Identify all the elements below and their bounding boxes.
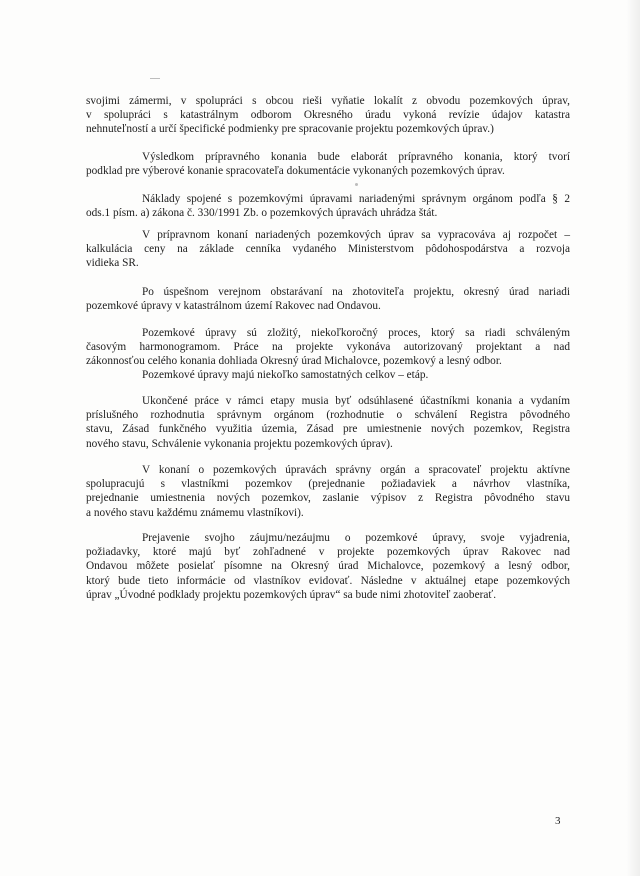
text-line: Náklady spojené s pozemkovými úpravami nariadenými správnym orgánom podľa § 2	[142, 193, 570, 205]
paragraph-budget	[86, 228, 570, 271]
text-line: prejednanie umiestnenia nových pozemkov, zaslanie výpisov z Registra pôvodného stavu	[86, 492, 570, 505]
paragraph-costs	[86, 192, 570, 220]
scan-speck	[355, 183, 358, 186]
paragraph-cooperation	[86, 463, 570, 520]
text-line: v spolupráci s katastrálnym odborom Okresného úradu vykoná revízie údajov katastra	[86, 109, 570, 122]
scan-speck	[150, 78, 160, 79]
text-line: Prejavenie svojho záujmu/nezáujmu o pozemkové úpravy, svoje vyjadrenia,	[142, 532, 570, 544]
paragraph-approval	[86, 394, 570, 451]
text-line: Ukončené práce v rámci etapy musia byť odsúhlasené účastníkmi konania a vydaním	[142, 395, 570, 407]
text-line: zákonnosťou celého konania dohliada Okresný úrad Michalovce, pozemkový a lesný odbor.	[86, 355, 502, 368]
text-line: spolupracujú s vlastníkmi pozemkov (prejednanie požiadaviek a návrhov vlastníka,	[86, 478, 570, 491]
text-line: Po úspešnom verejnom obstarávaní na zhotoviteľa projektu, okresný úrad nariadi	[142, 286, 570, 298]
text-line: Ondavou môžete posielať písomne na Okresný úrad Michalovce, pozemkový a lesný odbor,	[86, 560, 570, 573]
text-line: a nového stavu každému známemu vlastníkovi).	[86, 506, 304, 519]
text-line: časovým harmonogramom. Práce na projekte vykonáva autorizovaný projektant a nad	[86, 341, 570, 354]
text-line: svojimi zámermi, v spolupráci s obcou rieši vyňatie lokalít z obvodu pozemkových úprav,	[86, 95, 570, 107]
text-line: príslušného rozhodnutia správnym orgánom (rozhodnutie o schválení Registra pôvodného	[86, 409, 570, 422]
text-line: stavu, Zásad funkčného využitia územia, Zásad pre umiestnenie nových pozemkov, Registra	[86, 423, 570, 436]
text-line: V prípravnom konaní nariadených pozemkových úprav sa vypracováva aj rozpočet –	[142, 229, 570, 241]
text-line: nového stavu, Schválenie vykonania projektu pozemkových úprav).	[86, 437, 393, 450]
text-line: požiadavky, ktoré majú byť zohľadnené v projekte pozemkových úprav Rakovec nad	[86, 546, 570, 559]
paragraph-process	[86, 326, 570, 369]
paragraph-submissions	[86, 531, 570, 602]
paragraph-elaborate	[86, 150, 570, 178]
paragraph-preparatory-scope	[86, 94, 570, 137]
text-line: ods.1 písm. a) zákona č. 330/1991 Zb. o pozemkových úpravách uhrádza štát.	[86, 207, 438, 220]
text-line: podklad pre výberové konanie spracovateľa dokumentácie vykonaných pozemkových úprav.	[86, 165, 505, 178]
text-line: Výsledkom prípravného konania bude elaborát prípravného konania, ktorý tvorí	[142, 151, 570, 163]
text-line: ktorý bude tieto informácie od vlastníkov evidovať. Následne v aktuálnej etape pozemkových	[86, 574, 570, 587]
text-line: kalkulácia ceny na základe cenníka vydaného Ministerstvom pôdohospodárstva a rozvoja	[86, 243, 570, 256]
text-line: Pozemkové úpravy majú niekoľko samostatných celkov – etáp.	[142, 369, 429, 381]
text-line: pozemkové úpravy v katastrálnom území Rakovec nad Ondavou.	[86, 300, 381, 313]
text-line: úprav „Úvodné podklady projektu pozemkových úprav“ sa bude nimi zhotoviteľ zaoberať.	[86, 588, 497, 601]
text-line: V konaní o pozemkových úpravách správny orgán a spracovateľ projektu aktívne	[142, 464, 570, 476]
text-line: vidieka SR.	[86, 257, 139, 270]
text-line: Pozemkové úpravy sú zložitý, niekoľkoročný proces, ktorý sa riadi schváleným	[142, 327, 570, 339]
page-number: 3	[555, 815, 561, 827]
paragraph-procurement	[86, 285, 570, 313]
text-line: nehnuteľností a určí špecifické podmienky pre spracovanie projektu pozemkových úprav.)	[86, 123, 494, 136]
paragraph-stages	[86, 368, 570, 382]
